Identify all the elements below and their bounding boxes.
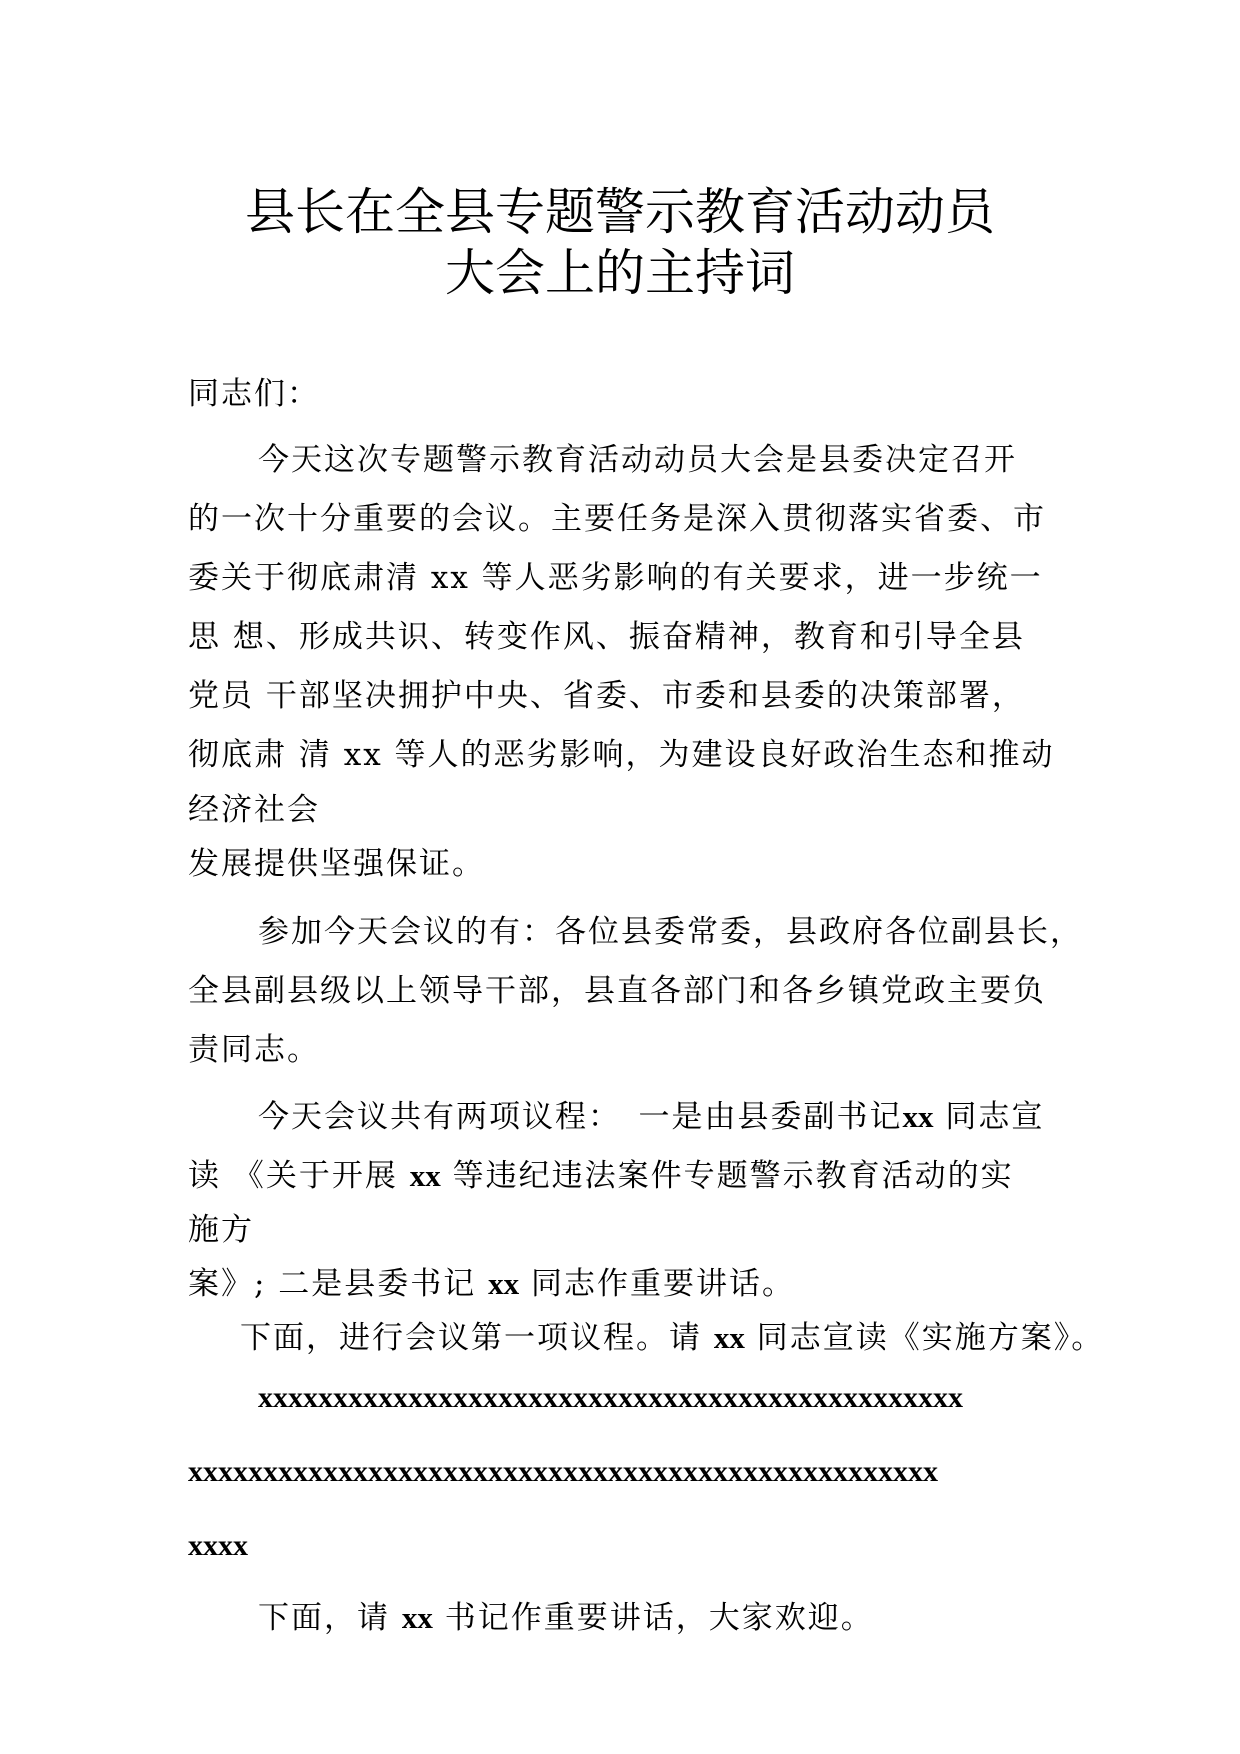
p3-text: 同志作重要讲话。 xyxy=(519,1266,796,1302)
p3-line-2 xyxy=(188,1156,1014,1196)
p1-line-7: 经济社会 xyxy=(188,792,320,828)
p4-line-1 xyxy=(240,1318,1104,1358)
p3-line-4 xyxy=(188,1264,795,1304)
p4-text: 同志宣读《实施方案》。 xyxy=(744,1320,1105,1356)
p5-line-1 xyxy=(258,1598,874,1638)
p3-line-1 xyxy=(258,1097,1044,1137)
p1-line-2: 的一次十分重要的会议。主要任务是深入贯彻落实省委、市 xyxy=(188,501,1046,537)
name-placeholder: xx xyxy=(488,1266,520,1301)
p2-line-2: 全县副县级以上领导干部，县直各部门和各乡镇党政主要负 xyxy=(188,973,1046,1009)
salutation: 同志们： xyxy=(188,376,320,412)
p2-line-1: 参加今天会议的有：各位县委常委，县政府各位副县长， xyxy=(258,914,1083,950)
p1-line-8: 发展提供坚强保证。 xyxy=(188,846,485,882)
title-line-2: 大会上的主持词 xyxy=(445,244,795,302)
p1-line-3: 委关于彻底肃清 xx 等人恶劣影响的有关要求，进一步统一 xyxy=(188,560,1043,596)
p1-line-4: 思 想、形成共识、转变作风、振奋精神，教育和引导全县 xyxy=(188,619,1025,655)
p1-line-5: 党员 干部坚决拥护中央、省委、市委和县委的决策部署， xyxy=(188,678,1025,714)
title-line-1: 县长在全县专题警示教育活动动员 xyxy=(245,183,995,241)
x-row-1: xxxxxxxxxxxxxxxxxxxxxxxxxxxxxxxxxxxxxxxxxxxxxxx xyxy=(258,1381,963,1414)
p3-text: 今天会议共有两项议程： 一是由县委副书记 xyxy=(258,1099,903,1135)
p3-text: 案》; 二是县委书记 xyxy=(188,1266,489,1302)
p3-text: 读 《关于开展 xyxy=(188,1158,410,1194)
p5-text: 下面，请 xyxy=(258,1600,402,1636)
name-placeholder: xx xyxy=(409,1158,441,1193)
p5-text: 书记作重要讲话，大家欢迎。 xyxy=(432,1600,874,1636)
p1-line-6: 彻底肃 清 xx 等人的恶劣影响，为建设良好政治生态和推动 xyxy=(188,737,1055,773)
p3-text: 同志宣 xyxy=(933,1099,1045,1135)
p4-text: 下面，进行会议第一项议程。请 xyxy=(240,1320,714,1356)
name-placeholder: xx xyxy=(401,1600,433,1635)
p3-text: 等违纪违法案件专题警示教育活动的实 xyxy=(440,1158,1014,1194)
x-row-3: xxxx xyxy=(188,1529,248,1562)
name-placeholder: xx xyxy=(902,1099,934,1134)
x-row-2: xxxxxxxxxxxxxxxxxxxxxxxxxxxxxxxxxxxxxxxxxxxxxxxxxx xyxy=(188,1455,938,1488)
p3-line-3: 施方 xyxy=(188,1212,254,1248)
p2-line-3: 责同志。 xyxy=(188,1032,320,1068)
name-placeholder: xx xyxy=(713,1320,745,1355)
p1-line-1: 今天这次专题警示教育活动动员大会是县委决定召开 xyxy=(258,442,1017,478)
